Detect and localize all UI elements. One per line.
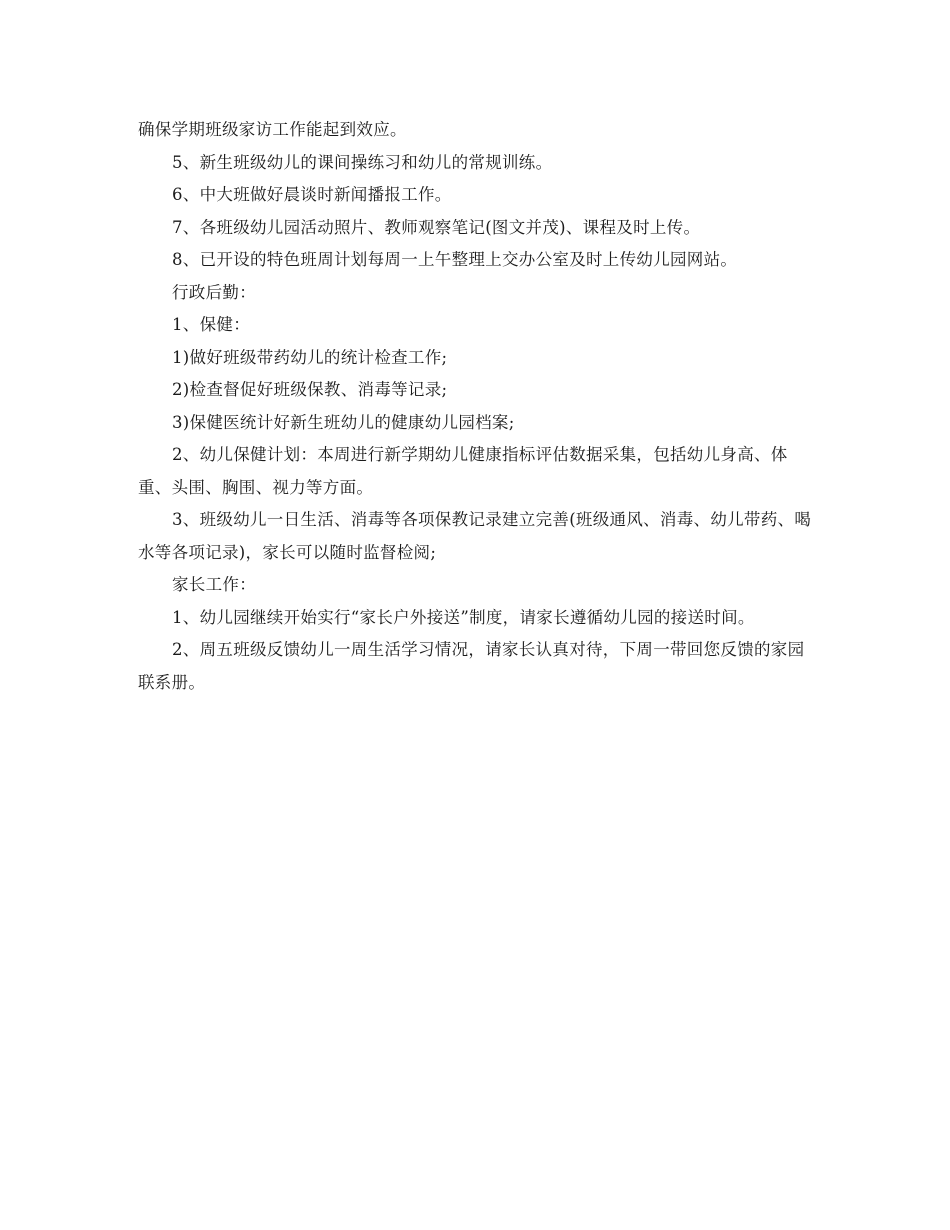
paragraph-5: 8、已开设的特色班周计划每周一上午整理上交办公室及时上传幼儿园网站。 xyxy=(172,250,738,269)
section-heading-parents: 家长工作： xyxy=(172,575,256,594)
paragraph-10: 3)保健医统计好新生班幼儿的健康幼儿园档案; xyxy=(172,412,515,432)
paragraph-1: 确保学期班级家访工作能起到效应。 xyxy=(138,120,407,139)
paragraph-14: 1、幼儿园继续开始实行“家长户外接送”制度，请家长遵循幼儿园的接送时间。 xyxy=(172,607,755,627)
paragraph-2: 5、新生班级幼儿的课间操练习和幼儿的常规训练。 xyxy=(172,152,553,172)
paragraph-9: 2)检查督促好班级保教、消毒等记录; xyxy=(172,380,448,399)
paragraph-12: 3、班级幼儿一日生活、消毒等各项保教记录建立完善(班级通风、消毒、幼儿带药、喝水等各项记录)，家长可以随时监督检阅; xyxy=(138,510,812,562)
paragraph-15: 2、周五班级反馈幼儿一周生活学习情况，请家长认真对待，下周一带回您反馈的家园联系册。 xyxy=(138,640,805,692)
paragraph-8: 1)做好班级带药幼儿的统计检查工作; xyxy=(172,347,448,367)
paragraph-11: 2、幼儿保健计划：本周进行新学期幼儿健康指标评估数据采集，包括幼儿身高、体重、头围、胸围、视力等方面。 xyxy=(138,445,788,497)
paragraph-7: 1、保健： xyxy=(172,315,250,334)
document-body xyxy=(138,114,814,699)
paragraph-4: 7、各班级幼儿园活动照片、教师观察笔记(图文并茂)、课程及时上传。 xyxy=(172,217,701,237)
paragraph-3: 6、中大班做好晨谈时新闻播报工作。 xyxy=(172,185,452,204)
section-heading-admin: 行政后勤： xyxy=(172,282,256,302)
